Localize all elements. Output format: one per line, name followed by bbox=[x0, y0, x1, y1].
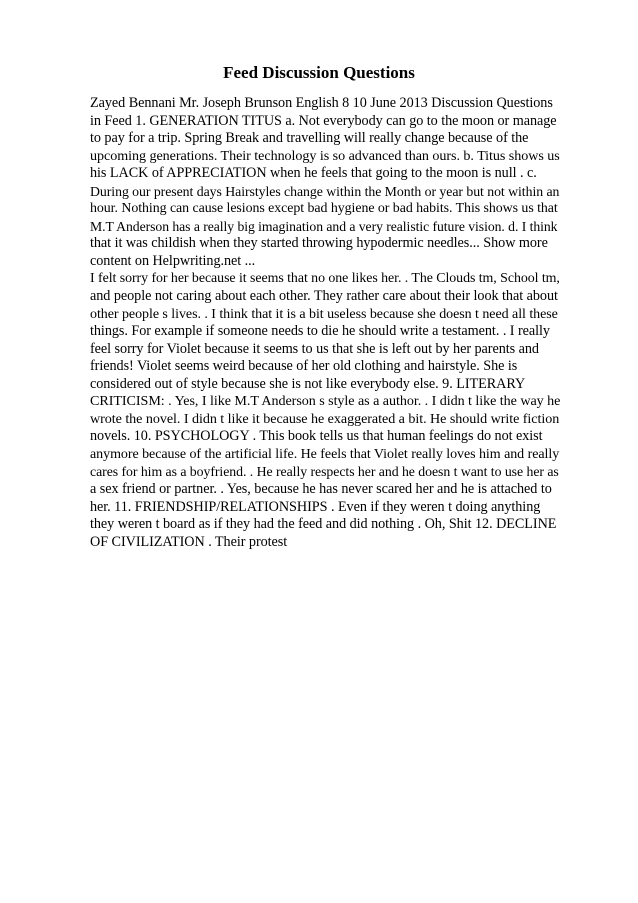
text-line: in Feed 1. GENERATION TITUS a. Not everybody can go to the moon or manage bbox=[90, 112, 557, 129]
text-line: that it was childish when they started throwing hypodermic needles... Show more bbox=[90, 235, 548, 252]
text-line: other people s lives. . I think that it is a bit useless because she doesn t need all these bbox=[90, 306, 558, 322]
text-line: and people not caring about each other. They rather care about their look that about bbox=[90, 288, 558, 305]
text-line: content on Helpwriting.net ... bbox=[90, 252, 256, 269]
text-line: things. For example if someone needs to die he should write a testament. . I really bbox=[90, 323, 550, 340]
text-line: to pay for a trip. Spring Break and travelling will really change because of the bbox=[90, 130, 529, 147]
text-line: OF CIVILIZATION . Their protest bbox=[90, 533, 288, 550]
text-line: they weren t board as if they had the feed and did nothing . Oh, Shit 12. DECLINE bbox=[90, 516, 557, 533]
text-line: novels. 10. PSYCHOLOGY . This book tells us that human feelings do not exist bbox=[90, 428, 543, 445]
text-line: Zayed Bennani Mr. Joseph Brunson English 8 10 June 2013 Discussion Questions bbox=[90, 95, 553, 111]
text-line: upcoming generations. Their technology is so advanced than ours. b. Titus shows us bbox=[90, 147, 560, 164]
text-line: feel sorry for Violet because it seems to us that she is left out by her parents and bbox=[90, 340, 539, 357]
text-line: considered out of style because she is not like everybody else. 9. LITERARY bbox=[90, 375, 526, 392]
text-line: cares for him as a boyfriend. . He really respects her and he doesn t want to use her as bbox=[90, 464, 559, 480]
text-line: his LACK of APPRECIATION when he feels that going to the moon is null . c. bbox=[90, 165, 537, 182]
document-title: Feed Discussion Questions bbox=[223, 63, 415, 82]
text-line: I felt sorry for her because it seems that no one likes her. . The Clouds tm, School tm, bbox=[90, 271, 560, 287]
text-line: friends! Violet seems weird because of her old clothing and hairstyle. She is bbox=[90, 358, 518, 375]
text-line: wrote the novel. I didn t like it because he exaggerated a bit. He should write fiction bbox=[90, 410, 560, 427]
document-body bbox=[90, 95, 560, 551]
text-line: During our present days Hairstyles change within the Month or year but not within an bbox=[90, 183, 560, 199]
text-line: M.T Anderson has a really big imagination and a very realistic future vision. d. I think bbox=[90, 218, 558, 234]
text-line: a sex friend or partner. . Yes, because he has never scared her and he is attached to bbox=[90, 481, 552, 498]
text-line: hour. Nothing can cause lesions except bad hygiene or bad habits. This shows us that bbox=[90, 201, 558, 217]
text-line: her. 11. FRIENDSHIP/RELATIONSHIPS . Even if they weren t doing anything bbox=[90, 498, 541, 515]
text-line: CRITICISM: . Yes, I like M.T Anderson s style as a author. . I didn t like the way he bbox=[90, 393, 561, 410]
text-line: anymore because of the artificial life. He feels that Violet really loves him and really bbox=[90, 446, 560, 462]
